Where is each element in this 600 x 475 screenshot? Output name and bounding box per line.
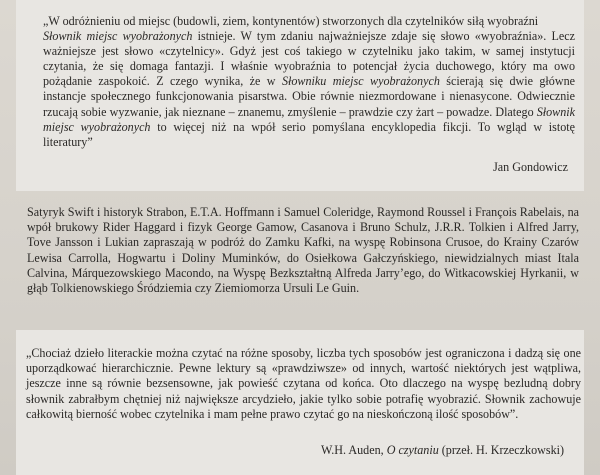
- authors-destinations-paragraph: Satyryk Swift i historyk Strabon, E.T.A. Hoffmann i Samuel Coleridge, Raymond Roussel i François Rabelais, na wpół brukowy Rider Haggard i fizyk George Gamow, Casanova i Bruno Schulz, J.R.R. Tolkien i Alfred Jarry, Tove Jansson i Lukian zapraszają w podróż do Zamku Kafki, na wyspę Robinsona Crusoe, do Krainy Czarów Lewisa Carrolla, Hogwartu i Doliny Muminków, do Osiełkowa Gałczyńskiego, niewidzialnych miast Itala Calvina, Márquezowskiego Macondo, na Wyspę Bezkształtną Alfreda Jarry’ego, do Witkacowskiej Hyrkanii, w głąb Tolkienowskiego Śródziemia czy Ziemiomorza Ursuli Le Guin.: [27, 205, 579, 296]
- work-title: O czytaniu: [386, 443, 439, 457]
- gondowicz-quote: „W odróżnieniu od miejsc (budowli, ziem, kontynentów) stworzonych dla czytelników siłą wyobraźni Słownik miejsc wyobrażonych istnieje. W tym zdaniu najważniejsze zdaje się słowo «wyobraźnia». Lecz ważniejsze jest słowo «czytelnicy». Gdyż jest coś takiego w czytelniku jako takim, w samej instytucji czytania, że się domaga fantazji. I właśnie wyobraźnia to potencjał życia duchowego, który ma owo pożądanie zaspokoić. Z czego wynika, że w Słowniku miejsc wyobrażonych ścierają się dwie główne instancje społecznego funkcjonowania pisarstwa. Obie równie niezmordowane i nienasycone. Odwiecznie rzucają sobie wyzwanie, jak nieznane – znanemu, zmyślenie – prawdzie czy żart – powadze. Dlatego Słownik miejsc wyobrażonych to więcej niż na wpół serio pomyślana encyklopedia fikcji. To wgląd w istotę literatury”: [43, 14, 575, 149]
- book-title: Słowniku miejsc wyobrażonych: [281, 74, 440, 89]
- book-title: Słownik miejsc wyobrażonych: [43, 29, 193, 44]
- book-title: Słownik miejsc wyobrażonych: [43, 104, 575, 134]
- gondowicz-signature: Jan Gondowicz: [493, 160, 568, 174]
- auden-quote: „Chociaż dzieło literackie można czytać na różne sposoby, liczba tych sposobów jest ograniczona i dadzą się one uporządkować hierarchicznie. Pewne lektury są «prawdziwsze» od innych, wartość niektórych jest wątpliwa, jeszcze inne są równie bezsensowne, jak powieść czytana od końca. Oto dlaczego na wyspę bezludną dobry słownik zabrałbym chętniej niż największe arcydzieło, jakie tylko sobie potrafię wyobrazić. Słownik zachowuje całkowitą bierność wobec czytelnika i mam pełne prawo czytać go na nieskończoną ilość sposobów”.: [26, 346, 581, 421]
- auden-signature: W.H. Auden, O czytaniu (przeł. H. Krzeczkowski): [320, 443, 564, 457]
